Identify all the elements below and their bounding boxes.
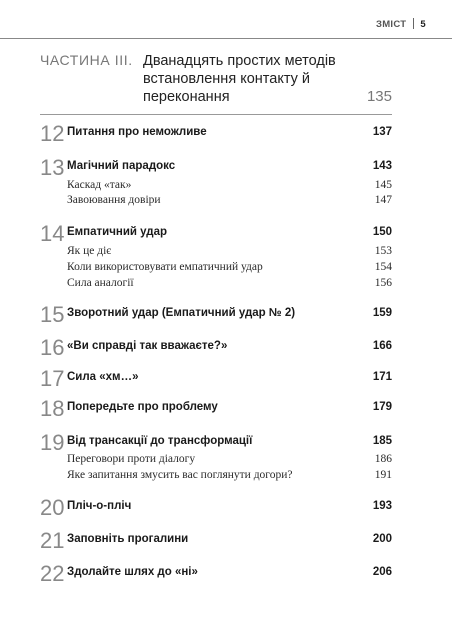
chapter-page: 143: [372, 160, 392, 172]
chapter-page: 200: [372, 533, 392, 545]
subsection-title: Переговори проти діалогу: [67, 453, 196, 465]
part-label: ЧАСТИНА III.: [40, 52, 133, 68]
chapter-title: Зворотний удар (Емпатичний удар № 2): [67, 307, 296, 319]
chapter-page: 150: [372, 226, 392, 238]
subsection-page: 156: [374, 277, 392, 289]
subsection-title: Сила аналогії: [67, 277, 134, 289]
chapter-number: 19: [40, 430, 65, 455]
toc-chapter: [40, 304, 392, 330]
toc-chapter: [40, 530, 392, 556]
subsection-page: 145: [374, 179, 392, 191]
chapter-number: 22: [40, 561, 65, 586]
chapter-number: 20: [40, 495, 65, 520]
part-page: 135: [366, 88, 392, 105]
chapter-title: Пліч-о-пліч: [67, 500, 132, 512]
chapter-page: 179: [372, 401, 392, 413]
section-title: ЗМІСТ: [375, 19, 407, 30]
toc-subsection: [67, 245, 392, 261]
subsection-title: Як це діє: [67, 245, 112, 257]
subsection-title: Коли використовувати емпатичний удар: [67, 261, 263, 273]
subsection-page: 147: [374, 194, 392, 206]
chapter-page: 171: [372, 371, 392, 383]
chapter-number: 17: [40, 366, 65, 391]
chapter-title: Від трансакції до трансформації: [67, 435, 253, 447]
toc-subsection: [67, 179, 392, 195]
subsection-title: Яке запитання змусить вас поглянути догори?: [67, 469, 293, 481]
subsection-title: Завоювання довіри: [67, 194, 161, 206]
chapter-page: 185: [372, 435, 392, 447]
part-title: Дванадцять простих методів встановлення контакту й переконання: [143, 53, 336, 105]
chapter-title: Сила «хм…»: [67, 371, 139, 383]
toc-chapter: [40, 398, 392, 424]
page-number: 5: [420, 19, 426, 30]
chapter-number: 21: [40, 528, 65, 553]
chapter-title: Попередьте про проблему: [67, 401, 218, 413]
subsection-page: 186: [374, 453, 392, 465]
toc-subsection: [67, 277, 392, 293]
subsection-page: 191: [374, 469, 392, 481]
chapter-page: 159: [372, 307, 392, 319]
chapter-number: 12: [40, 121, 65, 146]
chapter-number: 18: [40, 396, 65, 421]
chapter-title: «Ви справді так вважаєте?»: [67, 340, 228, 352]
chapter-number: 15: [40, 302, 65, 327]
toc-subsection: [67, 261, 392, 277]
chapter-title: Емпатичний удар: [67, 226, 168, 238]
chapter-page: 137: [372, 126, 392, 138]
toc-chapter: [40, 368, 392, 394]
chapter-title: Питання про неможливе: [67, 126, 207, 138]
chapter-title: Здолайте шлях до «ні»: [67, 566, 198, 578]
part-heading: [40, 52, 392, 110]
chapter-page: 166: [372, 340, 392, 352]
toc-chapter: [40, 337, 392, 363]
chapter-title: Заповніть прогалини: [67, 533, 189, 545]
subsection-title: Каскад «так»: [67, 179, 132, 191]
running-head: [336, 18, 426, 32]
toc-subsection: [67, 453, 392, 469]
chapter-number: 14: [40, 221, 65, 246]
header-rule: [0, 38, 452, 39]
chapter-page: 193: [372, 500, 392, 512]
chapter-number: 16: [40, 335, 65, 360]
header-separator: [413, 18, 414, 29]
subsection-page: 153: [374, 245, 392, 257]
chapter-title: Магічний парадокс: [67, 160, 176, 172]
toc-subsection: [67, 469, 392, 485]
toc-subsection: [67, 194, 392, 210]
chapter-page: 206: [372, 566, 392, 578]
part-rule: [40, 114, 392, 115]
subsection-page: 154: [374, 261, 392, 273]
toc-chapter: [40, 497, 392, 523]
chapter-number: 13: [40, 155, 65, 180]
toc-chapter: [40, 123, 392, 149]
toc-chapter: [40, 563, 392, 589]
